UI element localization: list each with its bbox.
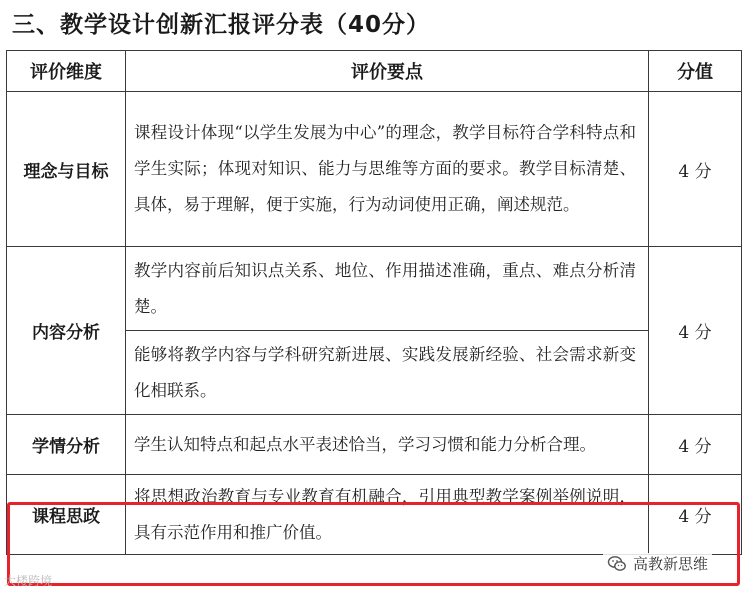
header-requirements: 评价要点 — [126, 51, 649, 92]
header-score: 分值 — [649, 51, 742, 92]
watermark-right — [603, 553, 712, 574]
row-point: 将思想政治教育与专业教育有机融合，引用典型教学案例举例说明，具有示范作用和推广价值。 — [126, 475, 649, 555]
table-row — [7, 475, 742, 555]
row-dimension: 理念与目标 — [7, 92, 126, 247]
evaluation-table — [6, 50, 742, 555]
row-score: 4 分 — [649, 475, 742, 555]
watermark-account-name: 高教新思维 — [633, 555, 709, 573]
row-dimension: 课程思政 — [7, 475, 126, 555]
row-score: 4 分 — [649, 92, 742, 247]
row-score: 4 分 — [649, 415, 742, 475]
row-score: 4 分 — [649, 247, 742, 415]
row-point: 能够将教学内容与学科研究新进展、实践发展新经验、社会需求新变化相联系。 — [126, 331, 649, 415]
header-dimension: 评价维度 — [7, 51, 126, 92]
row-point: 学生认知特点和起点水平表述恰当，学习习惯和能力分析合理。 — [126, 415, 649, 475]
row-dimension: 学情分析 — [7, 415, 126, 475]
table-row — [7, 92, 742, 247]
table-row — [7, 415, 742, 475]
section-heading: 三、教学设计创新汇报评分表（40分） — [12, 12, 431, 38]
wechat-icon — [607, 554, 627, 574]
watermark-left: 大楼跨境 — [4, 574, 53, 588]
row-dimension: 内容分析 — [7, 247, 126, 415]
row-point: 课程设计体现“以学生发展为中心”的理念，教学目标符合学科特点和学生实际；体现对知识、能力与思维等方面的要求。教学目标清楚、具体，易于理解，便于实施，行为动词使用正确，阐述规范。 — [126, 92, 649, 247]
table-header-row — [7, 51, 742, 92]
table-row — [7, 247, 742, 331]
row-point: 教学内容前后知识点关系、地位、作用描述准确，重点、难点分析清楚。 — [126, 247, 649, 331]
